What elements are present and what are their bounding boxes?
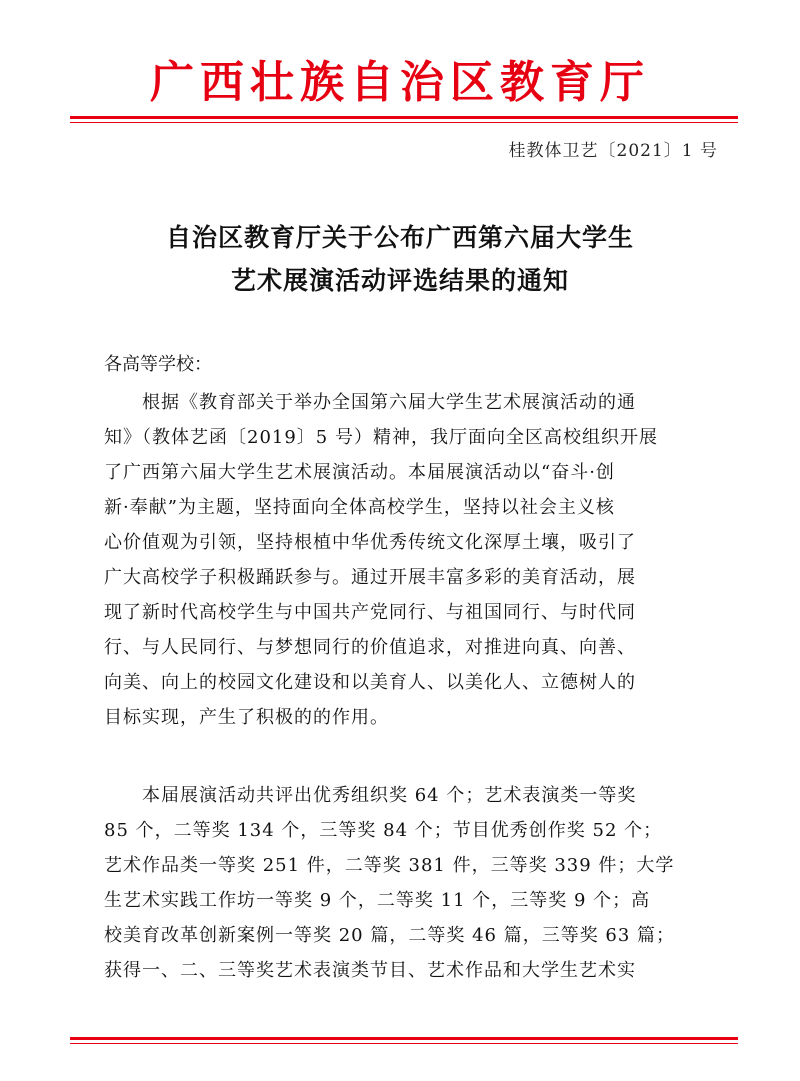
notice-title-line-1: 自治区教育厅关于公布广西第六届大学生 — [165, 223, 634, 252]
footer-red-rule-thin — [70, 1043, 738, 1044]
paragraph-line: 艺术作品类一等奖 251 件，二等奖 381 件，三等奖 339 件；大学 — [104, 855, 675, 876]
header-red-rule — [70, 116, 738, 119]
salutation: 各高等学校： — [104, 354, 212, 375]
paragraph-line: 目标实现，产生了积极的的作用。 — [104, 707, 389, 728]
paragraph-line: 行、与人民同行、与梦想同行的价值追求，对推进向真、向善、 — [104, 637, 636, 658]
notice-title-line-2: 艺术展演活动评选结果的通知 — [230, 266, 569, 295]
document-number: 桂教体卫艺〔2021〕1 号 — [508, 141, 718, 161]
paragraph-line: 现了新时代高校学生与中国共产党同行、与祖国同行、与时代同 — [104, 602, 636, 623]
paragraph-line: 85 个，二等奖 134 个，三等奖 84 个；节目优秀创作奖 52 个； — [104, 820, 663, 841]
paragraph-1 — [104, 385, 718, 735]
footer-red-rule — [70, 1037, 738, 1040]
paragraph-line: 了广西第六届大学生艺术展演活动。本届展演活动以“奋斗·创 — [104, 462, 615, 483]
notice-title — [0, 216, 800, 302]
paragraph-line: 校美育改革创新案例一等奖 20 篇，二等奖 46 篇，三等奖 63 篇； — [104, 925, 676, 946]
paragraph-line: 本届展演活动共评出优秀组织奖 64 个；艺术表演类一等奖 — [142, 785, 637, 806]
paragraph-line: 知》（教体艺函〔2019〕5 号）精神，我厅面向全区高校组织开展 — [104, 427, 658, 448]
paragraph-2 — [104, 778, 718, 988]
agency-header: 广西壮族自治区教育厅 — [150, 57, 650, 108]
paragraph-line: 心价值观为引领，坚持根植中华优秀传统文化深厚土壤，吸引了 — [104, 532, 636, 553]
paragraph-line: 广大高校学子积极踊跃参与。通过开展丰富多彩的美育活动，展 — [104, 567, 636, 588]
paragraph-line: 向美、向上的校园文化建设和以美育人、以美化人、立德树人的 — [104, 672, 636, 693]
paragraph-line: 根据《教育部关于举办全国第六届大学生艺术展演活动的通 — [142, 392, 636, 413]
paragraph-line: 获得一、二、三等奖艺术表演类节目、艺术作品和大学生艺术实 — [104, 960, 636, 981]
header-red-rule-thin — [70, 122, 738, 123]
paragraph-line: 生艺术实践工作坊一等奖 9 个，二等奖 11 个，三等奖 9 个；高 — [104, 890, 651, 911]
paragraph-line: 新·奉献”为主题，坚持面向全体高校学生，坚持以社会主义核 — [104, 497, 615, 518]
